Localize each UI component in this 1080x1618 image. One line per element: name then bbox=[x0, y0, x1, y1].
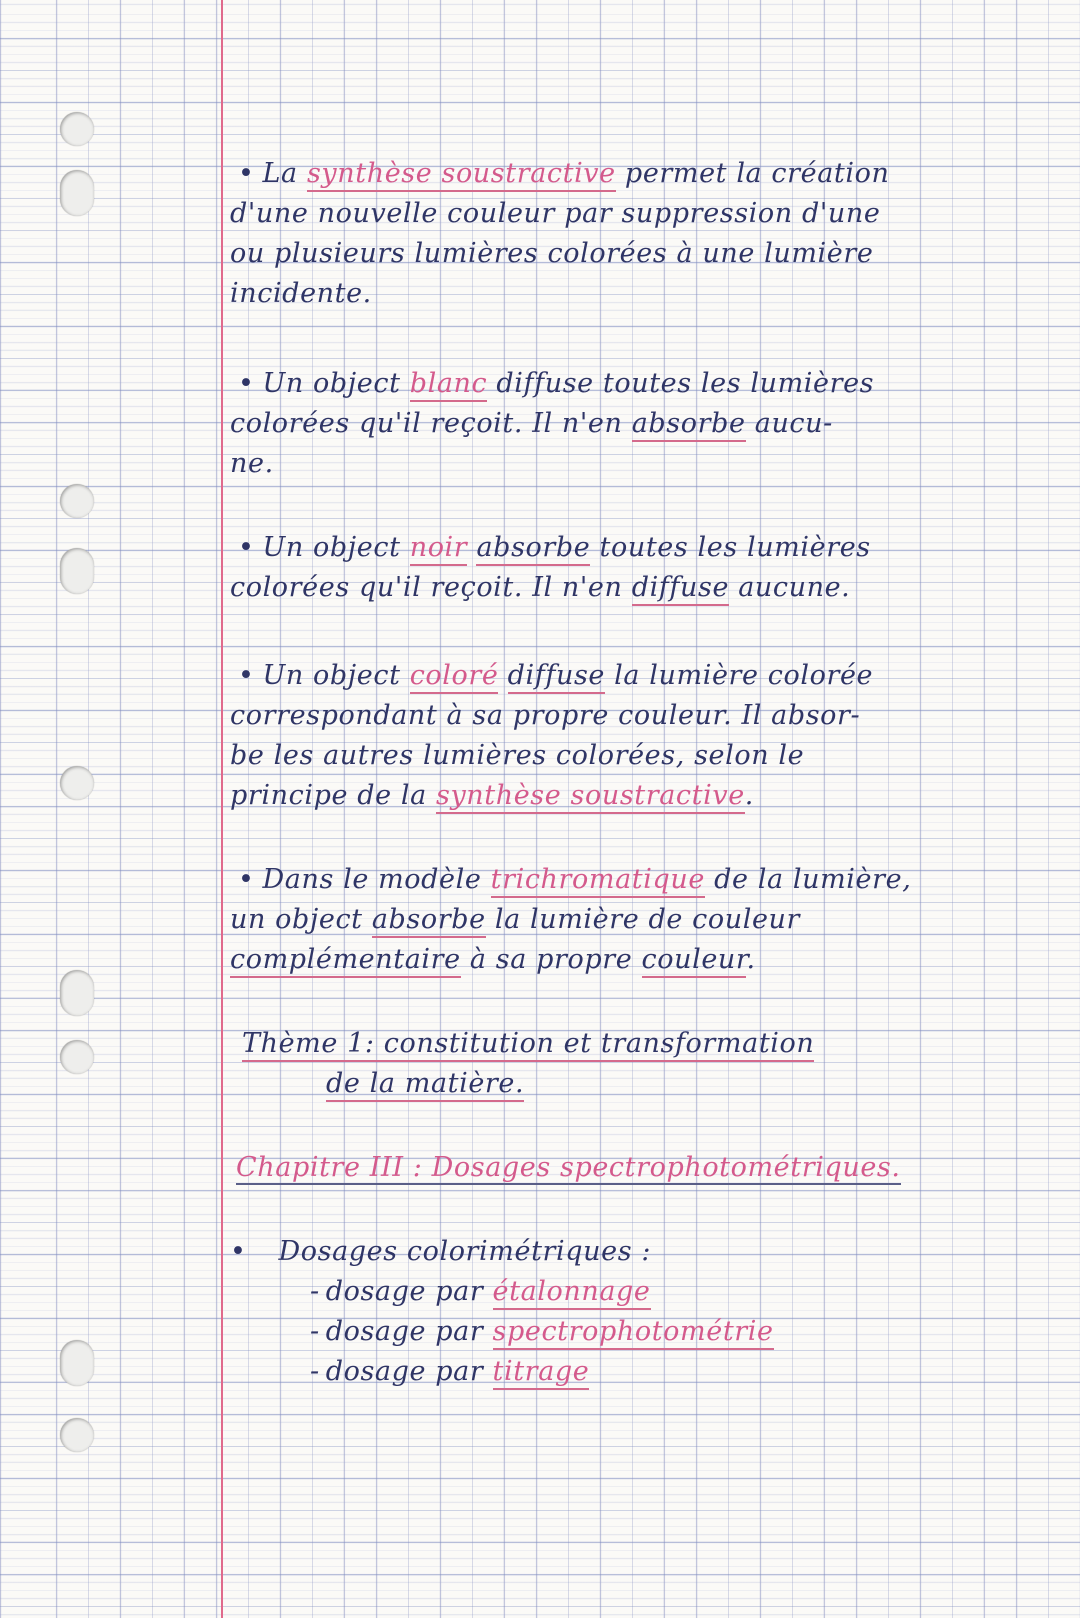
keyword-complementaire: complémentaire bbox=[230, 944, 461, 978]
text: Un object bbox=[262, 660, 410, 691]
text: incidente. bbox=[230, 278, 372, 309]
text: permet la création bbox=[615, 158, 890, 189]
binder-hole bbox=[60, 1418, 94, 1452]
text: principe de la bbox=[230, 780, 436, 811]
binder-hole bbox=[60, 1040, 94, 1074]
note-line bbox=[230, 408, 833, 439]
binder-hole bbox=[60, 170, 94, 216]
keyword-absorbe: absorbe bbox=[632, 408, 746, 442]
note-line bbox=[230, 238, 873, 269]
method-keyword: spectrophotométrie bbox=[493, 1316, 774, 1350]
text: colorées qu'il reçoit. Il n'en bbox=[230, 572, 632, 603]
dash: - bbox=[310, 1356, 320, 1387]
chapter-heading bbox=[236, 1152, 901, 1183]
bullet: • bbox=[238, 158, 255, 189]
text: . bbox=[746, 944, 756, 975]
theme-heading bbox=[242, 1028, 814, 1059]
binder-hole bbox=[60, 1340, 94, 1386]
keyword-synthese-soustractive: synthèse soustractive bbox=[436, 780, 745, 814]
note-line bbox=[238, 368, 874, 399]
dosages-title: Dosages colorimétriques : bbox=[278, 1236, 652, 1267]
note-line bbox=[230, 700, 860, 731]
binder-hole bbox=[60, 970, 94, 1016]
theme-heading-line-2: de la matière. bbox=[326, 1068, 524, 1102]
keyword-noir: noir bbox=[410, 532, 468, 566]
note-line bbox=[238, 660, 873, 691]
keyword-blanc: blanc bbox=[410, 368, 488, 402]
binder-hole bbox=[60, 766, 94, 800]
note-line bbox=[238, 864, 911, 895]
note-line bbox=[230, 740, 804, 771]
text: dosage par bbox=[325, 1356, 493, 1387]
theme-heading-line-1: Thème 1: constitution et transformation bbox=[242, 1028, 814, 1062]
bullet: • bbox=[230, 1236, 247, 1267]
keyword-synthese-soustractive: synthèse soustractive bbox=[307, 158, 616, 192]
text: La bbox=[262, 158, 307, 189]
bullet: • bbox=[238, 368, 255, 399]
dosages-title-line bbox=[230, 1236, 651, 1267]
text: aucu- bbox=[745, 408, 833, 439]
keyword-absorbe: absorbe bbox=[476, 532, 590, 566]
text: aucune. bbox=[729, 572, 851, 603]
binder-hole bbox=[60, 548, 94, 594]
keyword-couleur: couleur bbox=[642, 944, 747, 978]
binder-hole bbox=[60, 484, 94, 518]
text: dosage par bbox=[325, 1316, 493, 1347]
list-item bbox=[310, 1316, 774, 1347]
text: Un object bbox=[262, 532, 410, 563]
note-line bbox=[230, 448, 274, 479]
dash: - bbox=[310, 1316, 320, 1347]
note-line bbox=[238, 532, 871, 563]
note-line bbox=[238, 158, 889, 189]
text: ne. bbox=[230, 448, 274, 479]
method-keyword: étalonnage bbox=[493, 1276, 651, 1310]
method-keyword: titrage bbox=[493, 1356, 590, 1390]
text: un object bbox=[230, 904, 372, 935]
text bbox=[498, 660, 507, 691]
binder-hole bbox=[60, 112, 94, 146]
text: la lumière colorée bbox=[605, 660, 874, 691]
text: dosage par bbox=[325, 1276, 493, 1307]
note-line bbox=[230, 572, 850, 603]
note-line bbox=[230, 278, 372, 309]
bullet: • bbox=[238, 864, 255, 895]
text: Un object bbox=[262, 368, 410, 399]
text: diffuse toutes les lumières bbox=[487, 368, 875, 399]
keyword-diffuse: diffuse bbox=[632, 572, 729, 606]
list-item bbox=[310, 1356, 589, 1387]
text: d'une nouvelle couleur par suppression d'une bbox=[230, 198, 881, 229]
text: . bbox=[744, 780, 754, 811]
note-line bbox=[230, 198, 880, 229]
chapter-title: Chapitre III : Dosages spectrophotométriques. bbox=[236, 1152, 901, 1183]
text: toutes les lumières bbox=[590, 532, 871, 563]
theme-heading bbox=[326, 1068, 524, 1099]
note-line bbox=[230, 780, 754, 811]
bullet: • bbox=[238, 660, 255, 691]
text: colorées qu'il reçoit. Il n'en bbox=[230, 408, 632, 439]
margin-line bbox=[221, 0, 223, 1618]
note-line bbox=[230, 904, 800, 935]
dash: - bbox=[310, 1276, 320, 1307]
bullet: • bbox=[238, 532, 255, 563]
keyword-trichromatique: trichromatique bbox=[491, 864, 705, 898]
text: correspondant à sa propre couleur. Il absor- bbox=[230, 700, 861, 731]
text: de la lumière, bbox=[704, 864, 912, 895]
note-line bbox=[230, 944, 756, 975]
text: ou plusieurs lumières colorées à une lumière bbox=[230, 238, 874, 269]
keyword-colore: coloré bbox=[410, 660, 499, 694]
text: Dans le modèle bbox=[262, 864, 491, 895]
keyword-diffuse: diffuse bbox=[508, 660, 605, 694]
text: à sa propre bbox=[460, 944, 642, 975]
keyword-absorbe: absorbe bbox=[372, 904, 486, 938]
list-item bbox=[310, 1276, 651, 1307]
text: la lumière de couleur bbox=[485, 904, 801, 935]
text: be les autres lumières colorées, selon le bbox=[230, 740, 805, 771]
